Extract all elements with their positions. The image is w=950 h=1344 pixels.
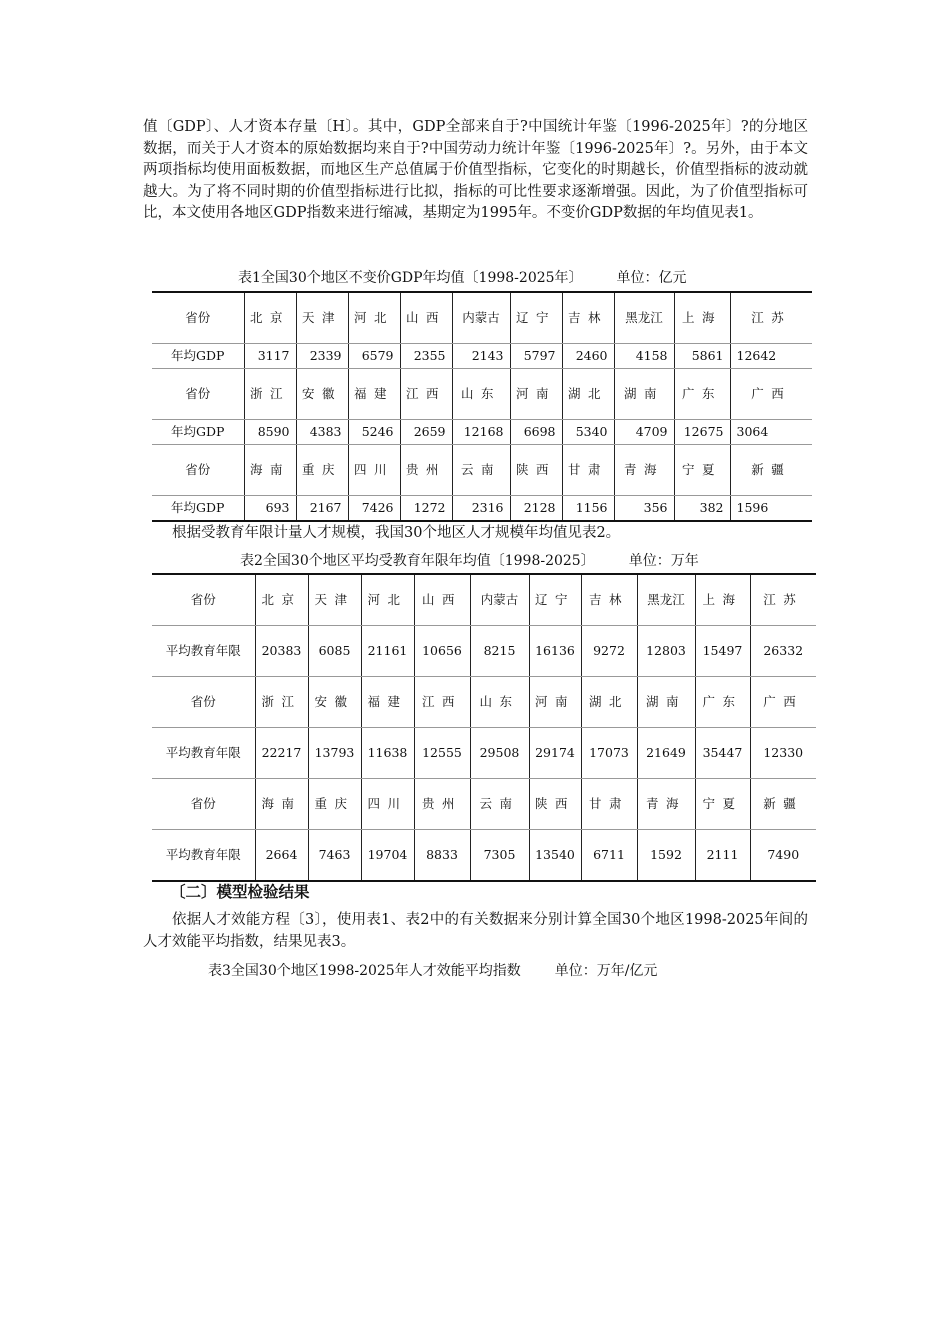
province-cell: 河南 (529, 677, 581, 728)
value-row (152, 728, 816, 779)
province-cell: 湖南 (614, 369, 674, 420)
province-cell: 重庆 (308, 779, 361, 830)
province-cell: 甘肃 (562, 445, 614, 496)
province-cell: 江苏 (730, 292, 812, 344)
province-cell: 陕西 (510, 445, 562, 496)
row-header-province: 省份 (152, 445, 244, 496)
province-cell: 湖北 (562, 369, 614, 420)
value-cell: 2664 (255, 830, 308, 882)
table2-title: 表2全国30个地区平均受教育年限年均值〔1998-2025〕 (240, 553, 595, 569)
value-cell: 13540 (529, 830, 581, 882)
province-cell: 江西 (414, 677, 470, 728)
value-cell: 2128 (510, 496, 562, 522)
province-cell: 黑龙江 (614, 292, 674, 344)
province-row (152, 574, 816, 626)
province-cell: 天津 (308, 574, 361, 626)
table2-education (152, 573, 816, 882)
province-cell: 内蒙古 (470, 574, 529, 626)
province-row (152, 369, 812, 420)
value-cell: 21649 (637, 728, 695, 779)
value-cell: 12330 (750, 728, 816, 779)
value-cell: 6085 (308, 626, 361, 677)
value-cell: 2659 (400, 420, 452, 445)
province-cell: 新疆 (730, 445, 812, 496)
value-cell: 21161 (361, 626, 414, 677)
value-cell: 4383 (296, 420, 348, 445)
province-cell: 广东 (674, 369, 730, 420)
value-row (152, 344, 812, 369)
province-cell: 北京 (244, 292, 296, 344)
value-cell: 16136 (529, 626, 581, 677)
value-cell: 19704 (361, 830, 414, 882)
value-cell: 693 (244, 496, 296, 522)
province-cell: 浙江 (255, 677, 308, 728)
province-cell: 河南 (510, 369, 562, 420)
province-cell: 贵州 (400, 445, 452, 496)
table1-title: 表1全国30个地区不变价GDP年均值〔1998-2025年〕 (238, 270, 583, 286)
value-cell: 12168 (452, 420, 510, 445)
province-cell: 江苏 (750, 574, 816, 626)
province-row (152, 292, 812, 344)
value-cell: 20383 (255, 626, 308, 677)
province-cell: 安徽 (296, 369, 348, 420)
table2-unit: 单位：万年 (628, 553, 699, 569)
row-header-value: 年均GDP (152, 496, 244, 522)
row-header-province: 省份 (152, 779, 255, 830)
value-cell: 1592 (637, 830, 695, 882)
province-cell: 青海 (614, 445, 674, 496)
value-row (152, 496, 812, 522)
value-cell: 12803 (637, 626, 695, 677)
row-header-province: 省份 (152, 574, 255, 626)
province-cell: 浙江 (244, 369, 296, 420)
province-row (152, 677, 816, 728)
value-cell: 356 (614, 496, 674, 522)
value-cell: 382 (674, 496, 730, 522)
province-cell: 四川 (361, 779, 414, 830)
province-cell: 福建 (361, 677, 414, 728)
province-cell: 青海 (637, 779, 695, 830)
value-cell: 7426 (348, 496, 400, 522)
province-cell: 广西 (730, 369, 812, 420)
table2-caption (240, 550, 699, 570)
value-cell: 6698 (510, 420, 562, 445)
value-cell: 2355 (400, 344, 452, 369)
value-cell: 2460 (562, 344, 614, 369)
table3-caption (208, 960, 657, 980)
province-cell: 宁夏 (674, 445, 730, 496)
section-heading: 〔二〕模型检验结果 (170, 883, 310, 901)
scale-paragraph: 根据受教育年限计量人才规模，我国30个地区人才规模年均值见表2。 (172, 525, 621, 541)
province-cell: 山东 (470, 677, 529, 728)
province-cell: 甘肃 (581, 779, 637, 830)
value-cell: 6711 (581, 830, 637, 882)
province-cell: 福建 (348, 369, 400, 420)
province-cell: 辽宁 (510, 292, 562, 344)
method-paragraph: 依据人才效能方程〔3〕，使用表1、表2中的有关数据来分别计算全国30个地区1998-2025年间的人才效能平均指数，结果见表3。 (143, 912, 808, 950)
value-row (152, 830, 816, 882)
value-cell: 6579 (348, 344, 400, 369)
value-cell: 8833 (414, 830, 470, 882)
province-row (152, 445, 812, 496)
value-cell: 35447 (695, 728, 750, 779)
value-cell: 2143 (452, 344, 510, 369)
value-cell: 4709 (614, 420, 674, 445)
value-cell: 9272 (581, 626, 637, 677)
province-cell: 北京 (255, 574, 308, 626)
value-cell: 8215 (470, 626, 529, 677)
province-cell: 辽宁 (529, 574, 581, 626)
value-cell: 12555 (414, 728, 470, 779)
value-cell: 5797 (510, 344, 562, 369)
row-header-value: 年均GDP (152, 420, 244, 445)
province-cell: 云南 (470, 779, 529, 830)
table1-caption (238, 267, 687, 287)
province-cell: 上海 (674, 292, 730, 344)
value-cell: 1596 (730, 496, 812, 522)
value-cell: 15497 (695, 626, 750, 677)
value-cell: 2339 (296, 344, 348, 369)
province-cell: 山西 (414, 574, 470, 626)
province-cell: 天津 (296, 292, 348, 344)
value-cell: 5246 (348, 420, 400, 445)
value-cell: 4158 (614, 344, 674, 369)
value-cell: 3064 (730, 420, 812, 445)
row-header-province: 省份 (152, 292, 244, 344)
province-cell: 河北 (361, 574, 414, 626)
value-cell: 7463 (308, 830, 361, 882)
row-header-province: 省份 (152, 369, 244, 420)
province-cell: 云南 (452, 445, 510, 496)
value-cell: 5861 (674, 344, 730, 369)
value-cell: 5340 (562, 420, 614, 445)
row-header-value: 平均教育年限 (152, 830, 255, 882)
value-cell: 1272 (400, 496, 452, 522)
value-cell: 29508 (470, 728, 529, 779)
intro-paragraph: 值〔GDP〕、人才资本存量〔H〕。其中，GDP全部来自于?中国统计年鉴〔1996-2025年〕?的分地区数据，而关于人才资本的原始数据均来自于?中国劳动力统计年鉴〔1996-2025年〕?。另外，由于本文两项指标均使用面板数据，而地区生产总值属于价值型指标，它变化的时期越长，价值型指标的波动就越大。为了将不同时期的价值型指标进行比拟，指标的可比性要求逐渐增强。因此，为了价值型指标可比，本文使用各地区GDP指数来进行缩减，基期定为1995年。不变价GDP数据的年均值见表1。 (143, 119, 808, 221)
value-cell: 13793 (308, 728, 361, 779)
province-cell: 湖南 (637, 677, 695, 728)
province-cell: 海南 (244, 445, 296, 496)
value-row (152, 420, 812, 445)
table1-unit: 单位：亿元 (616, 270, 687, 286)
province-cell: 新疆 (750, 779, 816, 830)
value-cell: 7490 (750, 830, 816, 882)
province-cell: 四川 (348, 445, 400, 496)
value-cell: 22217 (255, 728, 308, 779)
value-cell: 1156 (562, 496, 614, 522)
province-cell: 吉林 (581, 574, 637, 626)
value-cell: 2111 (695, 830, 750, 882)
value-cell: 3117 (244, 344, 296, 369)
province-row (152, 779, 816, 830)
value-cell: 29174 (529, 728, 581, 779)
row-header-value: 平均教育年限 (152, 626, 255, 677)
value-cell: 26332 (750, 626, 816, 677)
value-cell: 2167 (296, 496, 348, 522)
province-cell: 上海 (695, 574, 750, 626)
province-cell: 广西 (750, 677, 816, 728)
province-cell: 吉林 (562, 292, 614, 344)
province-cell: 安徽 (308, 677, 361, 728)
province-cell: 内蒙古 (452, 292, 510, 344)
province-cell: 重庆 (296, 445, 348, 496)
table1-gdp (152, 291, 812, 522)
table3-unit: 单位：万年/亿元 (554, 963, 658, 979)
value-cell: 12642 (730, 344, 812, 369)
value-cell: 2316 (452, 496, 510, 522)
province-cell: 湖北 (581, 677, 637, 728)
province-cell: 广东 (695, 677, 750, 728)
value-cell: 11638 (361, 728, 414, 779)
value-row (152, 626, 816, 677)
province-cell: 山西 (400, 292, 452, 344)
province-cell: 黑龙江 (637, 574, 695, 626)
value-cell: 12675 (674, 420, 730, 445)
row-header-province: 省份 (152, 677, 255, 728)
province-cell: 陕西 (529, 779, 581, 830)
value-cell: 7305 (470, 830, 529, 882)
province-cell: 江西 (400, 369, 452, 420)
province-cell: 河北 (348, 292, 400, 344)
province-cell: 宁夏 (695, 779, 750, 830)
value-cell: 17073 (581, 728, 637, 779)
value-cell: 8590 (244, 420, 296, 445)
province-cell: 海南 (255, 779, 308, 830)
table3-title: 表3全国30个地区1998-2025年人才效能平均指数 (208, 963, 521, 979)
row-header-value: 年均GDP (152, 344, 244, 369)
province-cell: 山东 (452, 369, 510, 420)
row-header-value: 平均教育年限 (152, 728, 255, 779)
value-cell: 10656 (414, 626, 470, 677)
province-cell: 贵州 (414, 779, 470, 830)
